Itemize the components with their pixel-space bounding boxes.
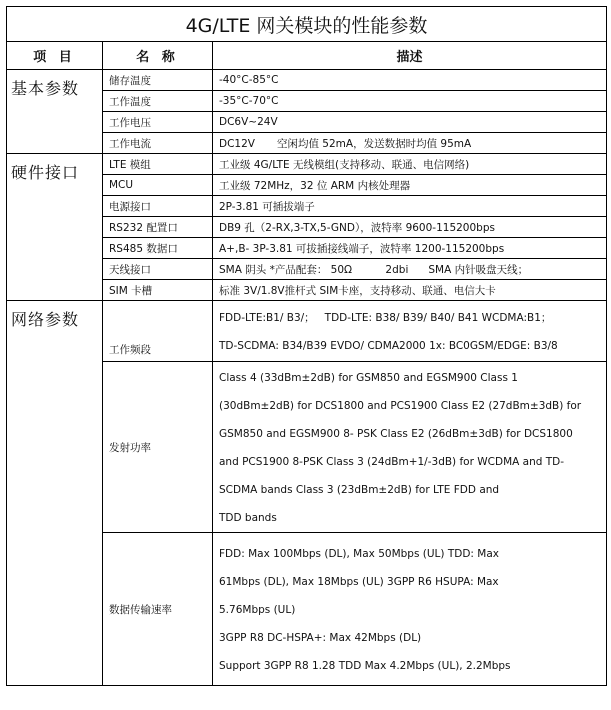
header-desc: 描述 (213, 42, 607, 70)
param-desc: -35°C-70°C (213, 91, 607, 112)
param-name: 工作频段 (103, 301, 213, 362)
param-desc: DB9 孔（2-RX,3-TX,5-GND），波特率 9600-115200bps (213, 217, 607, 238)
param-desc: 工业级 4G/LTE 无线模组(支持移动、联通、电信网络) (213, 154, 607, 175)
category-hardware: 硬件接口 (7, 154, 103, 301)
param-desc: 工业级 72MHz，32 位 ARM 内核处理器 (213, 175, 607, 196)
desc-line: (30dBm±2dB) for DCS1800 and PCS1900 Class E2 (27dBm±3dB) for (219, 400, 582, 412)
param-name: LTE 模组 (103, 154, 213, 175)
param-desc: DC6V~24V (213, 112, 607, 133)
desc-line: Support 3GPP R8 1.28 TDD Max 4.2Mbps (UL), 2.2Mbps (219, 660, 511, 672)
param-desc (213, 133, 607, 154)
param-name: MCU (103, 175, 213, 196)
param-desc (213, 301, 607, 362)
param-name: 工作温度 (103, 91, 213, 112)
desc-line: FDD-LTE:B1/ B3/； TDD-LTE: B38/ B39/ B40/ B41 WCDMA:B1； (219, 312, 552, 324)
header-item: 项 目 (7, 42, 103, 70)
desc-line: and PCS1900 8-PSK Class 3 (24dBm+1/-3dB) for WCDMA and TD- (219, 456, 565, 468)
param-desc (213, 533, 607, 686)
desc-line: 61Mbps (DL), Max 18Mbps (UL) 3GPP R6 HSUPA: Max (219, 576, 499, 588)
param-name: RS232 配置口 (103, 217, 213, 238)
param-name: 储存温度 (103, 70, 213, 91)
param-desc: 标准 3V/1.8V推杆式 SIM卡座，支持移动、联通、电信大卡 (213, 280, 607, 301)
param-name: SIM 卡槽 (103, 280, 213, 301)
category-basic: 基本参数 (7, 70, 103, 154)
table-title: 4G/LTE 网关模块的性能参数 (7, 7, 607, 42)
desc-part: DC12V (219, 137, 255, 150)
desc-line: TD-SCDMA: B34/B39 EVDO/ CDMA2000 1x: BC0GSM/EDGE: B3/8 (219, 340, 558, 352)
desc-line: 5.76Mbps (UL) (219, 604, 296, 616)
param-name: 数据传输速率 (103, 533, 213, 686)
desc-line: Class 4 (33dBm±2dB) for GSM850 and EGSM900 Class 1 (219, 372, 518, 384)
desc-line: TDD bands (219, 512, 277, 524)
param-name: RS485 数据口 (103, 238, 213, 259)
desc-part: 空闲均值 52mA，发送数据时均值 95mA (276, 137, 472, 150)
param-name: 发射功率 (103, 362, 213, 533)
param-desc: -40°C-85°C (213, 70, 607, 91)
desc-line: SCDMA bands Class 3 (23dBm±2dB) for LTE FDD and (219, 484, 500, 496)
category-network: 网络参数 (7, 301, 103, 686)
param-name: 天线接口 (103, 259, 213, 280)
param-name: 工作电压 (103, 112, 213, 133)
param-desc: 2P-3.81 可插拔端子 (213, 196, 607, 217)
param-desc: A+,B- 3P-3.81 可拔插接线端子，波特率 1200-115200bps (213, 238, 607, 259)
header-name: 名 称 (103, 42, 213, 70)
desc-line: 3GPP R8 DC-HSPA+: Max 42Mbps (DL) (219, 632, 422, 644)
param-desc: SMA 阴头 *产品配套： 50Ω 2dbi SMA 内针吸盘天线； (213, 259, 607, 280)
desc-line: FDD: Max 100Mbps (DL), Max 50Mbps (UL) TDD: Max (219, 548, 500, 560)
desc-line: GSM850 and EGSM900 8- PSK Class E2 (26dBm±3dB) for DCS1800 (219, 428, 573, 440)
param-name: 工作电流 (103, 133, 213, 154)
spec-table (6, 6, 607, 686)
param-name: 电源接口 (103, 196, 213, 217)
param-desc (213, 362, 607, 533)
